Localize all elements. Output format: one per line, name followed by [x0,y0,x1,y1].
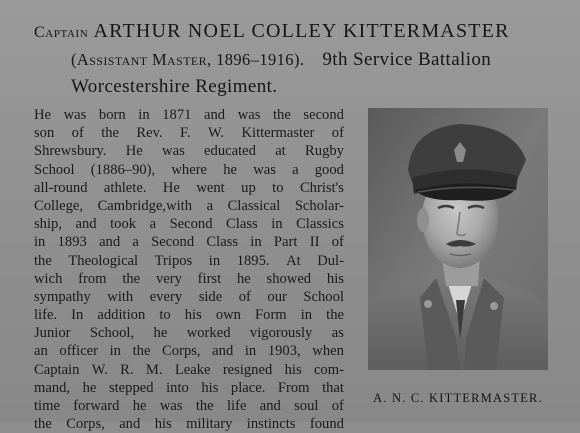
portrait-caption: A. N. C. KITTERMASTER. [373,391,543,405]
body-line: son of the Rev. F. W. Kittermaster of [34,125,344,142]
body-line: the Theological Tripos in 1895. At Dul- [34,252,344,269]
body-line: Shrewsbury. He was educated at Rugby [34,143,344,160]
biography-text [34,106,344,433]
heading-line-3: Worcestershire Regiment. [71,76,278,97]
body-line: life. In addition to his own Form in the [34,307,344,324]
body-line: in 1893 and a Second Class in Part II of [34,234,344,251]
entry-heading [34,18,564,100]
body-line: wich from the very first he showed his [34,270,344,287]
portrait-illustration [368,108,548,370]
body-line: School (1886–90), where he was a good [34,161,344,178]
portrait-photo [368,108,548,370]
heading-name: ARTHUR NOEL COLLEY KITTERMASTER [93,20,510,42]
body-line: the Corps, and his military instincts found [34,416,344,433]
body-line: College, Cambridge,with a Classical Scholar- [34,197,344,214]
body-line: ship, and took a Second Class in Classics [34,216,344,233]
body-line: Junior School, he worked vigorously as [34,325,344,342]
heading-rank: Captain [34,24,89,41]
heading-line-1 [34,18,564,46]
body-line: time forward he was the life and soul of [34,398,344,414]
body-line: all-round athlete. He went up to Christ's [34,179,344,196]
body-line: sympathy with every side of our School [34,288,344,305]
body-line: mand, he stepped into his place. From that [34,379,344,396]
body-line: He was born in 1871 and was the second [34,107,344,123]
body-line: an officer in the Corps, and in 1903, when [34,343,344,360]
heading-role: (Assistant Master, 1896–1916). [71,50,305,69]
heading-line-2 [34,46,564,73]
body-line: Captain W. R. M. Leake resigned his com- [34,361,344,378]
heading-unit: 9th Service Battalion [322,49,492,70]
